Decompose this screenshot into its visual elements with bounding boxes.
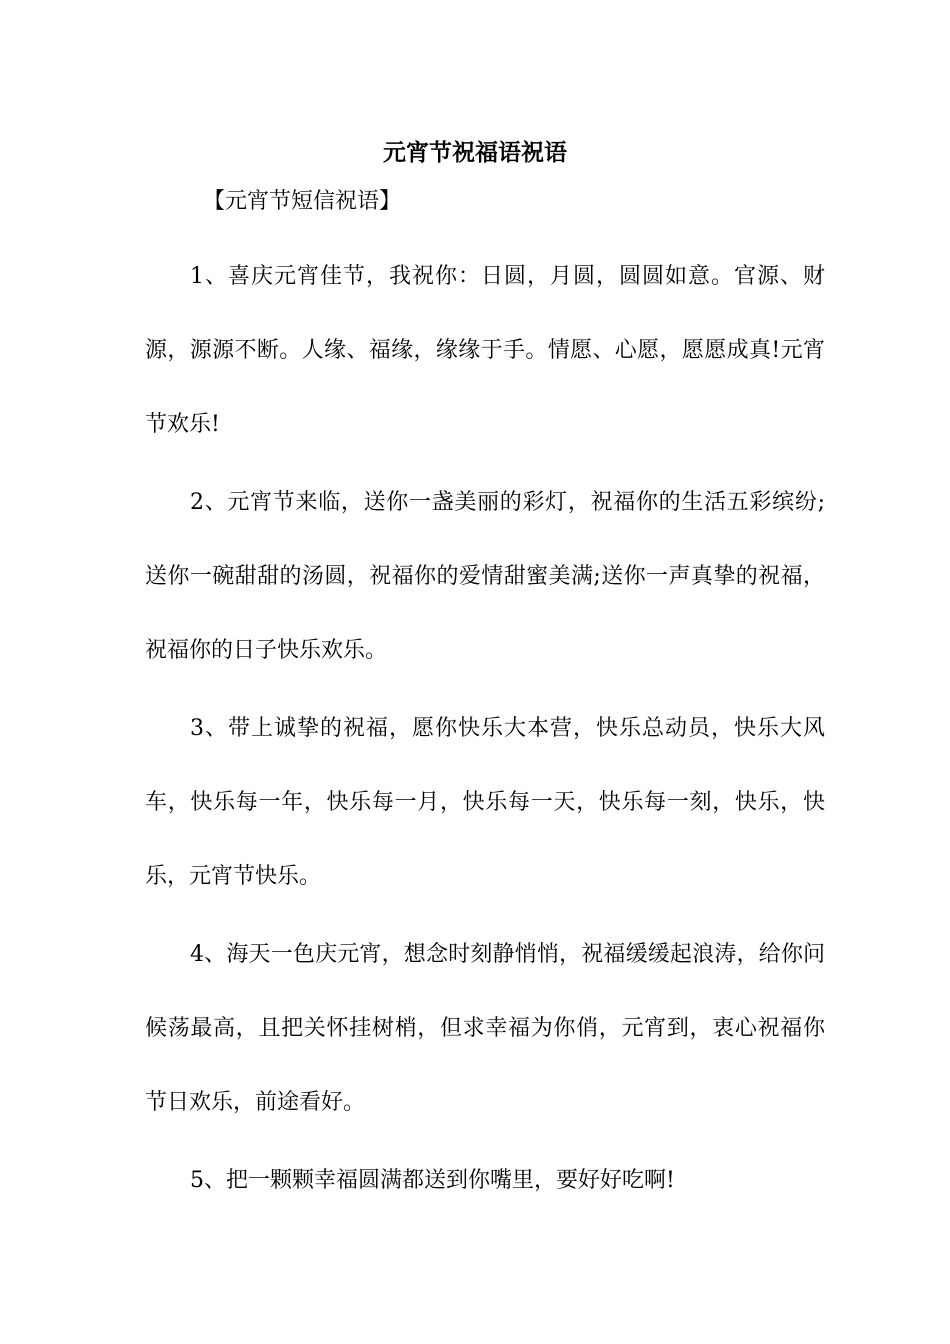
document-title: 元宵节祝福语祝语 [383, 139, 567, 166]
paragraph-1: 1、喜庆元宵佳节，我祝你：日圆，月圆，圆圆如意。官源、财源，源源不断。人缘、福缘，缘缘于手。情愿、心愿，愿愿成真!元宵节欢乐! [145, 264, 825, 437]
paragraph-4: 4、海天一色庆元宵，想念时刻静悄悄，祝福缓缓起浪涛，给你问候荡最高，且把关怀挂树梢，但求幸福为你俏，元宵到，衷心祝福你节日欢乐，前途看好。 [145, 942, 825, 1115]
paragraph-3: 3、带上诚挚的祝福，愿你快乐大本营，快乐总动员，快乐大风车，快乐每一年，快乐每一月，快乐每一天，快乐每一刻，快乐，快乐，元宵节快乐。 [145, 716, 825, 889]
paragraph-2: 2、元宵节来临，送你一盏美丽的彩灯，祝福你的生活五彩缤纷;送你一碗甜甜的汤圆，祝福你的爱情甜蜜美满;送你一声真挚的祝福，祝福你的日子快乐欢乐。 [145, 490, 825, 663]
paragraph-5: 5、把一颗颗幸福圆满都送到你嘴里，要好好吃啊! [190, 1168, 675, 1193]
section-heading: 【元宵节短信祝语】 [203, 189, 402, 214]
